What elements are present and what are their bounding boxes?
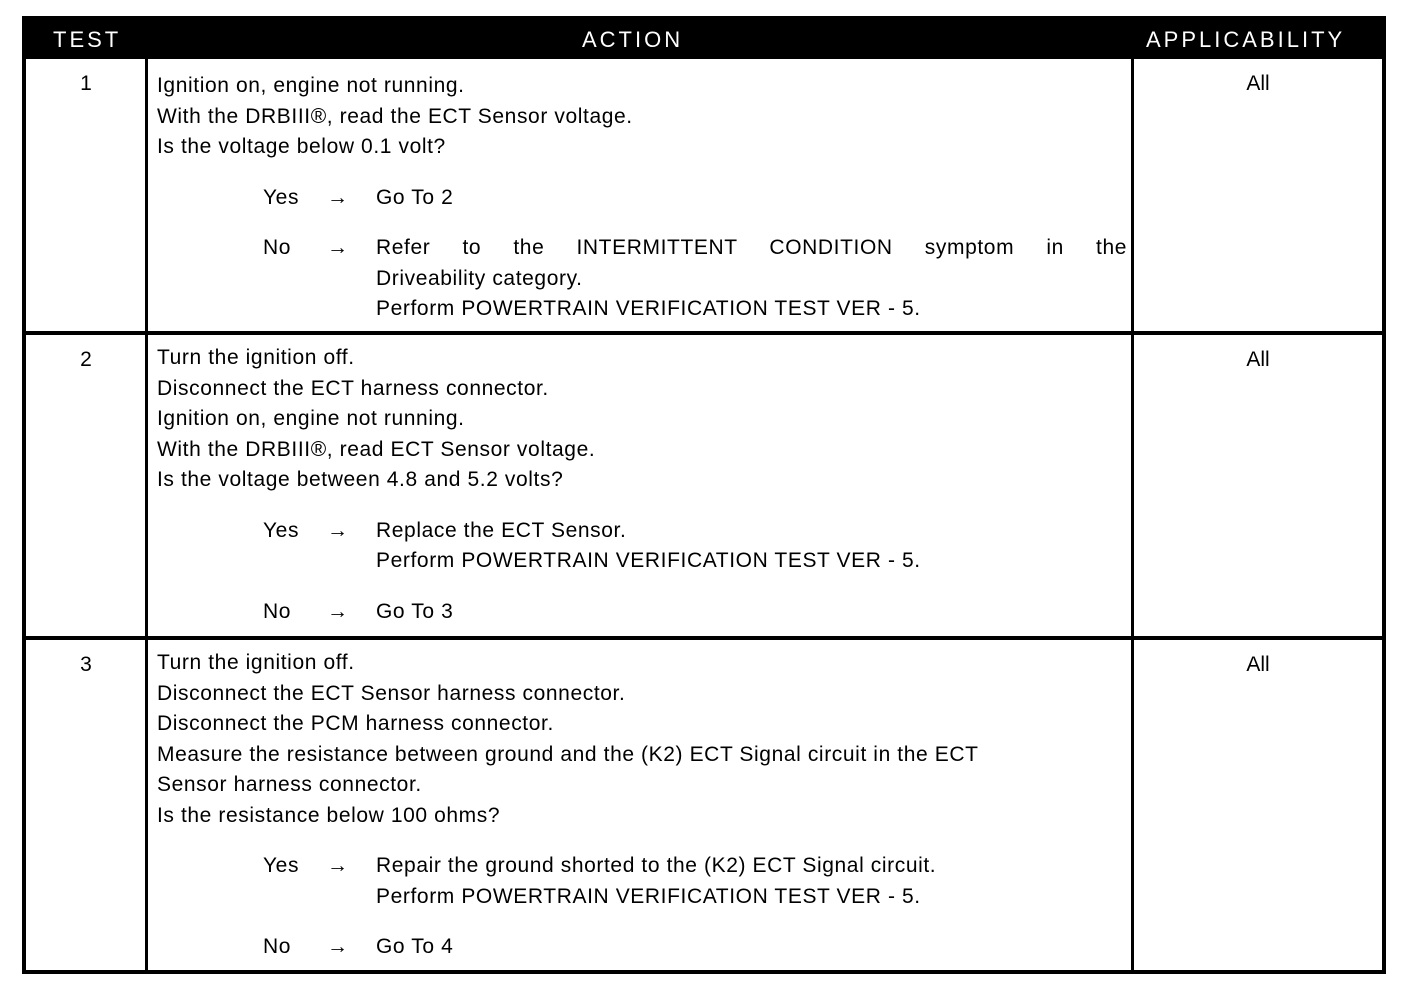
- no-line: Perform POWERTRAIN VERIFICATION TEST VER - 5.: [376, 297, 921, 320]
- action-line: Is the resistance below 100 ohms?: [157, 803, 501, 827]
- action-line: Ignition on, engine not running.: [157, 74, 465, 97]
- no-response: [157, 932, 1127, 963]
- applicability-cell: All: [1246, 653, 1270, 676]
- no-label: No: [263, 599, 292, 623]
- yes-line: Perform POWERTRAIN VERIFICATION TEST VER - 5.: [376, 884, 921, 908]
- yes-label: Yes: [263, 854, 300, 877]
- no-line: Go To 3: [376, 599, 454, 623]
- action-line: Is the voltage below 0.1 volt?: [157, 135, 446, 158]
- test-number: 3: [80, 653, 92, 676]
- action-line: Disconnect the PCM harness connector.: [157, 712, 554, 735]
- yes-response: [157, 183, 1127, 214]
- action-line: Disconnect the ECT Sensor harness connector.: [157, 681, 626, 705]
- yes-label: Yes: [263, 185, 300, 209]
- test-number: 2: [80, 348, 92, 371]
- action-line: Measure the resistance between ground and the (K2) ECT Signal circuit in the ECT: [157, 742, 979, 766]
- yes-response: [157, 851, 1127, 912]
- no-line: Go To 4: [376, 935, 454, 958]
- action-line: Is the voltage between 4.8 and 5.2 volts?: [157, 468, 564, 491]
- action-line: With the DRBIII®, read the ECT Sensor voltage.: [157, 104, 633, 128]
- arrow-icon: →: [327, 518, 349, 542]
- no-response: [157, 597, 1127, 628]
- yes-line: Perform POWERTRAIN VERIFICATION TEST VER - 5.: [376, 549, 921, 572]
- applicability-cell: All: [1246, 348, 1270, 371]
- yes-line: Replace the ECT Sensor.: [376, 518, 627, 542]
- no-response: [157, 233, 1127, 325]
- arrow-icon: →: [327, 599, 349, 623]
- table-row-test-1: [26, 59, 1382, 331]
- arrow-icon: →: [327, 236, 349, 259]
- action-line: Turn the ignition off.: [157, 346, 355, 369]
- yes-line: Go To 2: [376, 185, 454, 209]
- no-line: Driveability category.: [376, 266, 583, 290]
- yes-label: Yes: [263, 518, 300, 542]
- arrow-icon: →: [327, 854, 349, 877]
- action-cell: [157, 343, 1127, 627]
- action-line: Sensor harness connector.: [157, 773, 422, 796]
- no-line: Refer to the INTERMITTENT CONDITION symptom in the: [376, 236, 1127, 259]
- table-row-test-2: [26, 331, 1382, 636]
- action-cell: [157, 71, 1127, 325]
- header-action: ACTION: [582, 27, 684, 52]
- test-number: 1: [80, 72, 92, 95]
- action-cell: [157, 648, 1127, 963]
- header-test: TEST: [53, 27, 122, 52]
- yes-response: [157, 516, 1127, 577]
- action-line: With the DRBIII®, read ECT Sensor voltage.: [157, 437, 596, 461]
- arrow-icon: →: [327, 185, 349, 209]
- diagnostic-test-table: [22, 16, 1386, 974]
- yes-line: Repair the ground shorted to the (K2) ECT Signal circuit.: [376, 854, 937, 877]
- arrow-icon: →: [327, 935, 349, 958]
- no-label: No: [263, 236, 292, 259]
- header-applicability: APPLICABILITY: [1146, 27, 1346, 52]
- applicability-cell: All: [1246, 72, 1270, 95]
- table-row-test-3: [26, 636, 1382, 974]
- action-line: Disconnect the ECT harness connector.: [157, 376, 549, 400]
- no-label: No: [263, 935, 292, 958]
- action-line: Turn the ignition off.: [157, 651, 355, 674]
- table-header: [26, 20, 1382, 59]
- action-line: Ignition on, engine not running.: [157, 407, 465, 430]
